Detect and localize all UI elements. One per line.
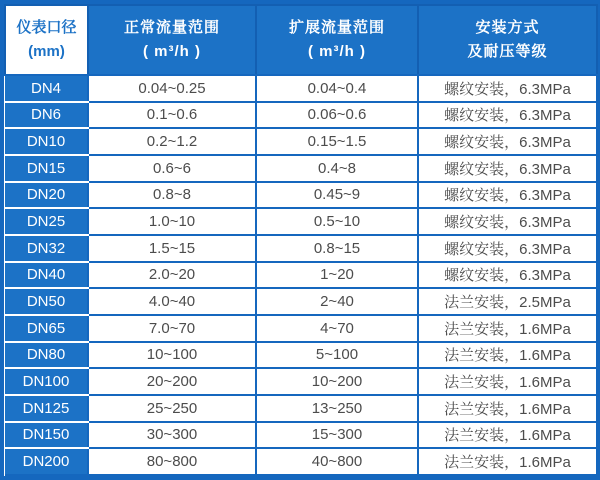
installation-cell: 法兰安装，1.6MPa <box>418 422 597 449</box>
header-diameter-line2: (mm) <box>28 43 65 60</box>
extended-range-cell: 0.45~9 <box>256 182 418 209</box>
normal-range-cell: 20~200 <box>88 368 256 395</box>
installation-cell: 螺纹安装，6.3MPa <box>418 128 597 155</box>
installation-cell: 法兰安装，1.6MPa <box>418 395 597 422</box>
extended-range-cell: 0.15~1.5 <box>256 128 418 155</box>
normal-range-cell: 0.1~0.6 <box>88 102 256 129</box>
table-row <box>5 422 597 449</box>
extended-range-cell: 13~250 <box>256 395 418 422</box>
table-row <box>5 75 597 102</box>
header-normal-range-line2: ( m³/h ) <box>143 43 201 60</box>
diameter-cell: DN25 <box>5 208 88 235</box>
extended-range-cell: 1~20 <box>256 262 418 289</box>
normal-range-cell: 0.04~0.25 <box>88 75 256 102</box>
diameter-cell: DN15 <box>5 155 88 182</box>
diameter-cell: DN65 <box>5 315 88 342</box>
header-diameter-line1: 仪表口径 <box>16 19 77 36</box>
normal-range-cell: 1.5~15 <box>88 235 256 262</box>
normal-range-cell: 1.0~10 <box>88 208 256 235</box>
extended-range-cell: 0.06~0.6 <box>256 102 418 129</box>
header-diameter <box>5 5 88 75</box>
installation-cell: 螺纹安装，6.3MPa <box>418 235 597 262</box>
extended-range-cell: 0.4~8 <box>256 155 418 182</box>
normal-range-cell: 7.0~70 <box>88 315 256 342</box>
diameter-cell: DN150 <box>5 422 88 449</box>
extended-range-cell: 5~100 <box>256 342 418 369</box>
installation-cell: 螺纹安装，6.3MPa <box>418 155 597 182</box>
diameter-cell: DN10 <box>5 128 88 155</box>
table-row <box>5 208 597 235</box>
extended-range-cell: 10~200 <box>256 368 418 395</box>
extended-range-cell: 2~40 <box>256 288 418 315</box>
table-header <box>5 5 597 75</box>
table-row <box>5 102 597 129</box>
table-row <box>5 395 597 422</box>
diameter-cell: DN50 <box>5 288 88 315</box>
installation-cell: 法兰安装，1.6MPa <box>418 342 597 369</box>
header-row <box>5 5 597 75</box>
extended-range-cell: 15~300 <box>256 422 418 449</box>
normal-range-cell: 0.6~6 <box>88 155 256 182</box>
installation-cell: 螺纹安装，6.3MPa <box>418 102 597 129</box>
extended-range-cell: 0.04~0.4 <box>256 75 418 102</box>
normal-range-cell: 10~100 <box>88 342 256 369</box>
installation-cell: 法兰安装，1.6MPa <box>418 315 597 342</box>
table-row <box>5 128 597 155</box>
installation-cell: 法兰安装，2.5MPa <box>418 288 597 315</box>
normal-range-cell: 30~300 <box>88 422 256 449</box>
diameter-cell: DN125 <box>5 395 88 422</box>
header-normal-range <box>88 5 256 75</box>
header-extended-range-line2: ( m³/h ) <box>308 43 366 60</box>
extended-range-cell: 40~800 <box>256 448 418 475</box>
header-normal-range-line1: 正常流量范围 <box>123 19 220 36</box>
header-installation <box>418 5 597 75</box>
installation-cell: 法兰安装，1.6MPa <box>418 368 597 395</box>
diameter-cell: DN200 <box>5 448 88 475</box>
installation-cell: 螺纹安装，6.3MPa <box>418 208 597 235</box>
table-row <box>5 262 597 289</box>
extended-range-cell: 0.5~10 <box>256 208 418 235</box>
table-row <box>5 235 597 262</box>
diameter-cell: DN32 <box>5 235 88 262</box>
extended-range-cell: 4~70 <box>256 315 418 342</box>
header-extended-range <box>256 5 418 75</box>
installation-cell: 螺纹安装，6.3MPa <box>418 75 597 102</box>
normal-range-cell: 4.0~40 <box>88 288 256 315</box>
table-row <box>5 155 597 182</box>
normal-range-cell: 2.0~20 <box>88 262 256 289</box>
diameter-cell: DN6 <box>5 102 88 129</box>
table-row <box>5 368 597 395</box>
flow-meter-spec-table <box>4 4 598 476</box>
installation-cell: 螺纹安装，6.3MPa <box>418 182 597 209</box>
header-installation-line1: 安装方式 <box>475 19 540 36</box>
header-installation-line2: 及耐压等级 <box>467 43 548 60</box>
normal-range-cell: 80~800 <box>88 448 256 475</box>
installation-cell: 法兰安装，1.6MPa <box>418 448 597 475</box>
diameter-cell: DN20 <box>5 182 88 209</box>
header-extended-range-line1: 扩展流量范围 <box>288 19 385 36</box>
table-row <box>5 288 597 315</box>
diameter-cell: DN100 <box>5 368 88 395</box>
table-row <box>5 342 597 369</box>
normal-range-cell: 0.8~8 <box>88 182 256 209</box>
diameter-cell: DN40 <box>5 262 88 289</box>
extended-range-cell: 0.8~15 <box>256 235 418 262</box>
normal-range-cell: 25~250 <box>88 395 256 422</box>
diameter-cell: DN4 <box>5 75 88 102</box>
installation-cell: 螺纹安装，6.3MPa <box>418 262 597 289</box>
table-row <box>5 182 597 209</box>
table-row <box>5 448 597 475</box>
table-row <box>5 315 597 342</box>
diameter-cell: DN80 <box>5 342 88 369</box>
normal-range-cell: 0.2~1.2 <box>88 128 256 155</box>
table-body <box>5 75 597 475</box>
